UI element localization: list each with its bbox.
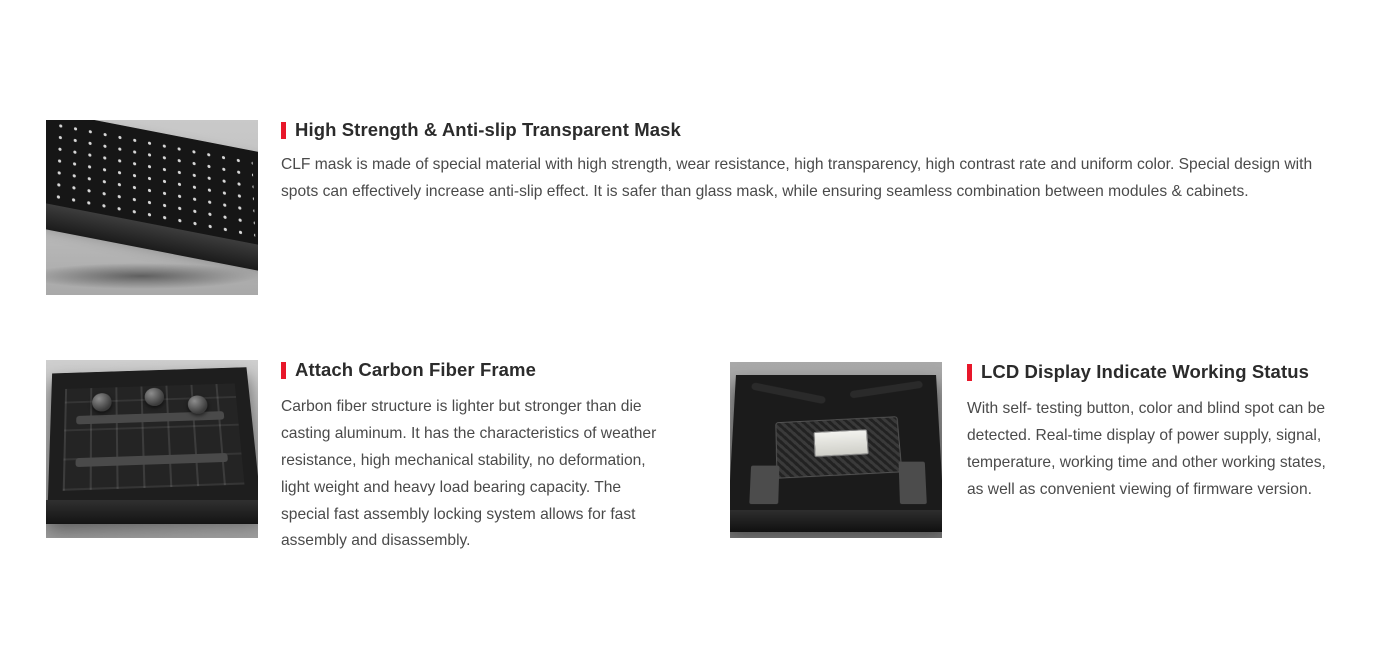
cable bbox=[751, 382, 827, 404]
feature-image-mask bbox=[46, 120, 258, 295]
panel-shadow bbox=[46, 263, 258, 289]
module-bottom-strip bbox=[730, 510, 942, 532]
feature-text-lcd bbox=[942, 362, 1330, 504]
accent-bar-icon bbox=[967, 364, 972, 381]
feature-text-frame bbox=[258, 360, 671, 555]
feature-heading-mask bbox=[281, 120, 1341, 140]
accent-bar-icon bbox=[281, 362, 286, 379]
component-block bbox=[749, 466, 779, 504]
feature-title: High Strength & Anti-slip Transparent Mask bbox=[295, 119, 681, 140]
cabinet-body-shape bbox=[47, 367, 258, 518]
feature-body: Carbon fiber structure is lighter but stronger than die casting aluminum. It has the characteristics of weather resistance, high mechanical stability, no deformation, light weight and heavy load bearing capacity. The special fast assembly locking system allows for fast assembly and disassembly. bbox=[281, 398, 657, 550]
cabinet-base-edge bbox=[46, 500, 258, 524]
feature-carbon-fiber-frame bbox=[46, 360, 671, 555]
accent-bar-icon bbox=[281, 122, 286, 139]
feature-text-mask bbox=[258, 120, 1341, 206]
lcd-screen bbox=[814, 429, 869, 457]
feature-heading-lcd bbox=[967, 362, 1330, 382]
component-block bbox=[899, 462, 927, 504]
feature-heading-frame bbox=[281, 360, 671, 380]
feature-body: CLF mask is made of special material with high strength, wear resistance, high transparency, high contrast rate and uniform color. Special design with spots can effectively increase anti-slip effect. It is safer than glass mask, while ensuring seamless combination between modules & cabinets. bbox=[281, 156, 1313, 201]
feature-lcd-status-display bbox=[730, 362, 1330, 538]
cable bbox=[849, 380, 923, 398]
feature-high-strength-mask bbox=[46, 120, 1341, 295]
feature-image-lcd bbox=[730, 362, 942, 538]
feature-image-frame bbox=[46, 360, 258, 538]
feature-body: With self- testing button, color and blind spot can be detected. Real-time display of power supply, signal, temperature, working time and other working states, as well as convenient viewing of firmware version. bbox=[967, 400, 1326, 498]
feature-title: LCD Display Indicate Working Status bbox=[981, 361, 1309, 382]
module-plate-shape bbox=[730, 375, 942, 521]
feature-title: Attach Carbon Fiber Frame bbox=[295, 359, 536, 380]
